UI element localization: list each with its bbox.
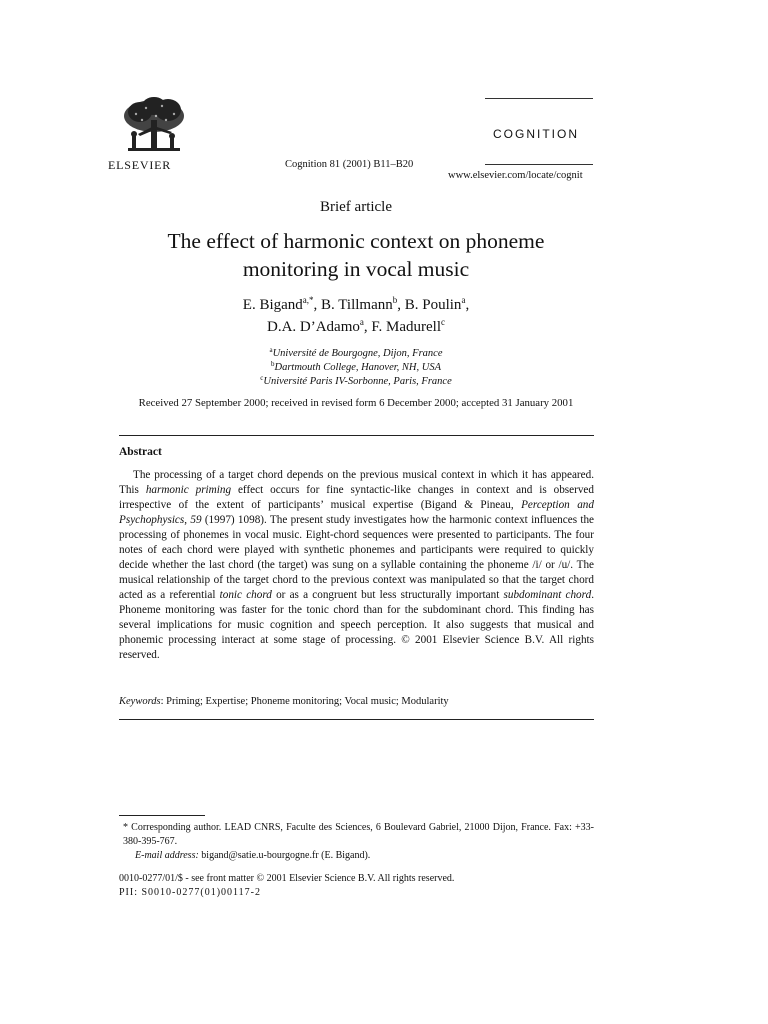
abstract-emphasis: Perception and Psychophysics <box>119 499 594 526</box>
title-line-2: monitoring in vocal music <box>242 257 470 281</box>
abstract-emphasis: 59 <box>190 514 202 526</box>
author-name: E. Bigand <box>242 297 303 313</box>
author-name: F. Madurell <box>371 319 442 335</box>
email-value[interactable]: bigand@satie.u-bourgogne.fr (E. Bigand). <box>198 850 371 861</box>
abstract-top-rule <box>119 435 594 436</box>
affiliation <box>80 375 632 389</box>
author-list <box>80 294 632 338</box>
author-affil-mark[interactable]: c <box>441 317 446 327</box>
header-rule-top <box>485 98 593 99</box>
author-affil-mark[interactable]: a,* <box>302 295 314 305</box>
article-title <box>80 227 632 283</box>
author-line-2 <box>80 316 632 338</box>
header-rule-journal <box>485 164 593 165</box>
abstract-text: or as a congruent but less structurally important <box>271 589 504 601</box>
author-affil-mark[interactable]: a <box>461 295 466 305</box>
author-line-1 <box>80 294 632 316</box>
journal-citation: Cognition 81 (2001) B11–B20 <box>285 159 414 170</box>
elsevier-tree-logo-icon <box>118 96 190 158</box>
affiliation <box>80 347 632 361</box>
journal-name: COGNITION <box>493 127 579 141</box>
affiliation-text: Université de Bourgogne, Dijon, France <box>272 348 443 359</box>
footnote-author: * Corresponding author. LEAD CNRS, Faculte des Sciences, 6 Boulevard Gabriel, 21000 Dijon, France. Fax: +33-380-395-767. <box>123 822 594 847</box>
author-affil-mark[interactable]: b <box>392 295 398 305</box>
keywords <box>119 696 594 707</box>
affiliation-list <box>80 347 632 389</box>
abstract-bottom-rule <box>119 719 594 720</box>
author-separator: , <box>465 297 470 313</box>
front-matter <box>119 872 594 900</box>
affiliation <box>80 361 632 375</box>
affiliation-text: Université Paris IV-Sorbonne, Paris, France <box>263 376 452 387</box>
pii-line: PII: S0010-0277(01)00117-2 <box>119 887 262 898</box>
author-name: D.A. D’Adamo <box>266 319 360 335</box>
keywords-label: Keywords <box>119 696 161 707</box>
article-type: Brief article <box>319 199 393 215</box>
received-dates: Received 27 September 2000; received in revised form 6 December 2000; accepted 31 January 2001 <box>138 397 574 409</box>
abstract-text: . Phoneme monitoring was faster for the tonic chord than for the subdominant chord. This finding has several implications for music cognition and speech perception. It also suggests that musical and phonemic processing interact at some stage of processing. © 2001 Elsevier Science B.V. All rights reserved. <box>119 589 594 661</box>
affiliation-mark: c <box>260 374 264 382</box>
abstract-text: (1997) 1098). The present study investigates how the harmonic context influences the processing of phonemes in vocal music. Eight-chord sequences were presented to participants. The four notes of each chord were played with synthetic phonemes and participants were required to quickly decide whether the last chord (the target) was sung on a syllable containing the phoneme /i/ or /u/. The musical relationship of the target chord to the previous context was manipulated so that the target chord acted as a referential <box>119 514 594 601</box>
abstract-heading: Abstract <box>119 446 162 458</box>
abstract-emphasis: subdominant chord <box>503 589 592 601</box>
copyright-line: 0010-0277/01/$ - see front matter © 2001 Elsevier Science B.V. All rights reserved. <box>119 873 455 884</box>
abstract-emphasis: harmonic priming <box>145 484 232 496</box>
abstract-text: The processing of a target chord depends on the previous musical context in which it has appeared. This <box>119 469 594 496</box>
abstract-emphasis: tonic chord <box>219 589 272 601</box>
publisher-name: ELSEVIER <box>108 158 172 172</box>
abstract-text: effect occurs for fine syntactic-like changes in context and is observed irrespective of the extent of participants’ musical expertise (Bigand & Pineau, <box>119 484 594 511</box>
title-line-1: The effect of harmonic context on phoneme <box>167 229 545 253</box>
author-separator: , <box>397 297 405 313</box>
author-separator: , <box>363 319 372 335</box>
author-name: B. Poulin <box>404 297 462 313</box>
affiliation-mark: a <box>269 346 273 354</box>
corresponding-author-footnote <box>119 821 594 863</box>
footnote-email <box>119 849 594 863</box>
affiliation-mark: b <box>270 360 275 368</box>
email-label: E-mail address: <box>135 850 199 861</box>
author-separator: , <box>313 297 322 313</box>
author-name: B. Tillmann <box>321 297 393 313</box>
author-affil-mark[interactable]: a <box>359 317 364 327</box>
abstract-body <box>119 468 594 663</box>
footnote-rule <box>119 815 205 816</box>
affiliation-text: Dartmouth College, Hanover, NH, USA <box>274 362 442 373</box>
abstract-text: , <box>184 514 191 526</box>
keywords-list: : Priming; Expertise; Phoneme monitoring; Vocal music; Modularity <box>160 696 449 707</box>
journal-url[interactable]: www.elsevier.com/locate/cognit <box>448 170 583 181</box>
